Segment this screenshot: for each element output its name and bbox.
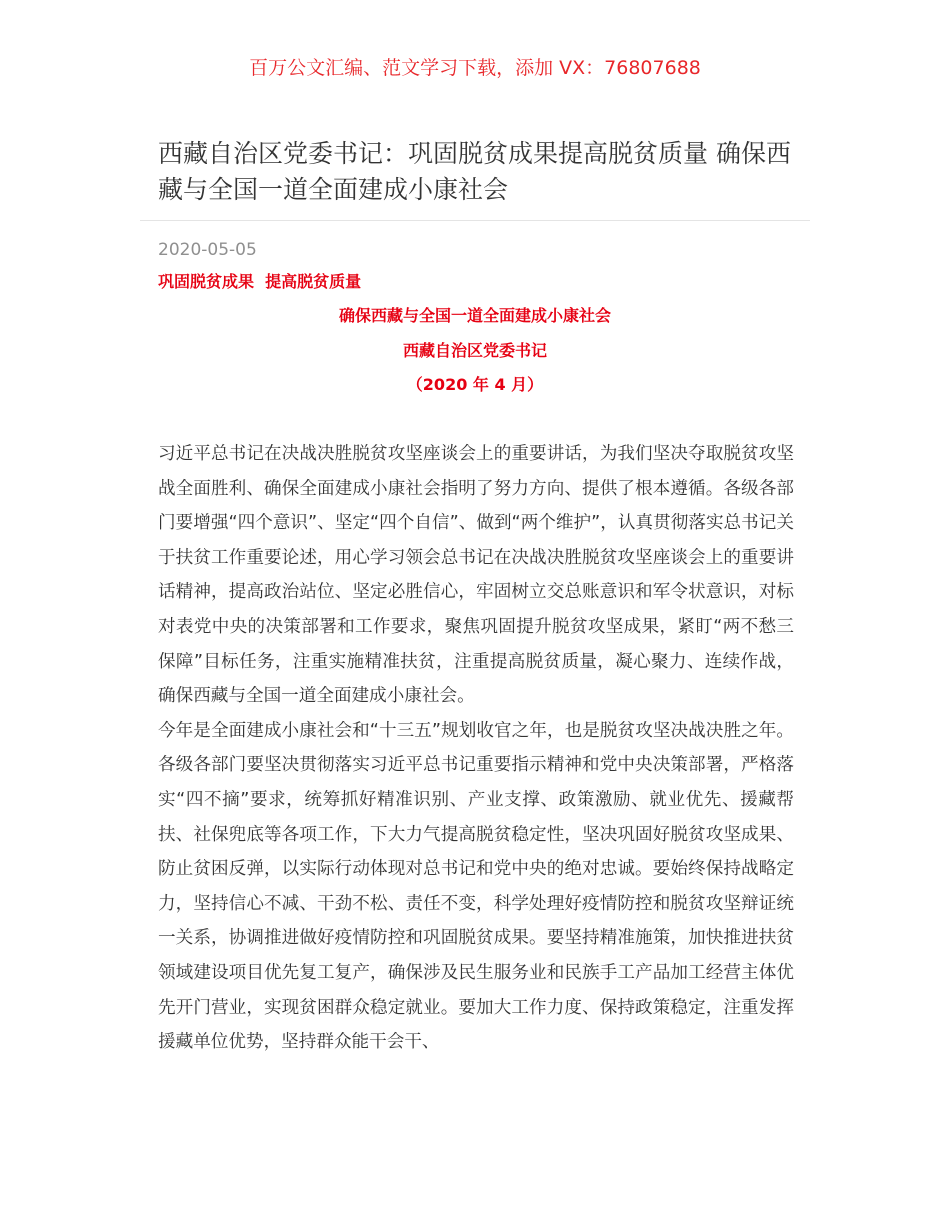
title-divider <box>140 220 810 221</box>
article-time-note: （2020 年 4 月） <box>406 375 544 394</box>
article-title: 西藏自治区党委书记：巩固脱贫成果提高脱贫质量 确保西藏与全国一道全面建成小康社会 <box>158 139 791 204</box>
article-subtitle: 巩固脱贫成果 提高脱贫质量 <box>158 272 362 291</box>
header-banner: 百万公文汇编、范文学习下载，添加 VX：76807688 <box>249 57 701 79</box>
publish-date: 2020-05-05 <box>158 240 257 260</box>
body-paragraph: 习近平总书记在决战决胜脱贫攻坚座谈会上的重要讲话，为我们坚决夺取脱贫攻坚战全面胜利、确保全面建成小康社会指明了努力方向、提供了根本遵循。各级各部门要增强“四个意识”、坚定“四个自信”、做到“两个维护”，认真贯彻落实总书记关于扶贫工作重要论述，用心学习领会总书记在决战决胜脱贫攻坚座谈会上的重要讲话精神，提高政治站位、坚定必胜信心，牢固树立交总账意识和军令状意识，对标对表党中央的决策部署和工作要求，聚焦巩固提升脱贫攻坚成果，紧盯“两不愁三保障”目标任务，注重实施精准扶贫，注重提高脱贫质量，凝心聚力、连续作战，确保西藏与全国一道全面建成小康社会。 <box>158 444 794 707</box>
body-paragraph: 今年是全面建成小康社会和“十三五”规划收官之年，也是脱贫攻坚决战决胜之年。各级各部门要坚决贯彻落实习近平总书记重要指示精神和党中央决策部署，严格落实“四不摘”要求，统筹抓好精准识别、产业支撑、政策激励、就业优先、援藏帮扶、社保兜底等各项工作，下大力气提高脱贫稳定性，坚决巩固好脱贫攻坚成果、防止贫困反弹，以实际行动体现对总书记和党中央的绝对忠诚。要始终保持战略定力，坚持信心不减、干劲不松、责任不变，科学处理好疫情防控和脱贫攻坚辩证统一关系，协调推进做好疫情防控和巩固脱贫成果。要坚持精准施策，加快推进扶贫领域建设项目优先复工复产，确保涉及民生服务业和民族手工产品加工经营主体优先开门营业，实现贫困群众稳定就业。要加大工作力度、保持政策稳定，注重发挥援藏单位优势，坚持群众能干会干、 <box>158 720 794 1053</box>
article-author: 西藏自治区党委书记 <box>402 341 547 360</box>
article-body <box>158 437 794 1060</box>
article-subtitle-center: 确保西藏与全国一道全面建成小康社会 <box>338 306 611 325</box>
